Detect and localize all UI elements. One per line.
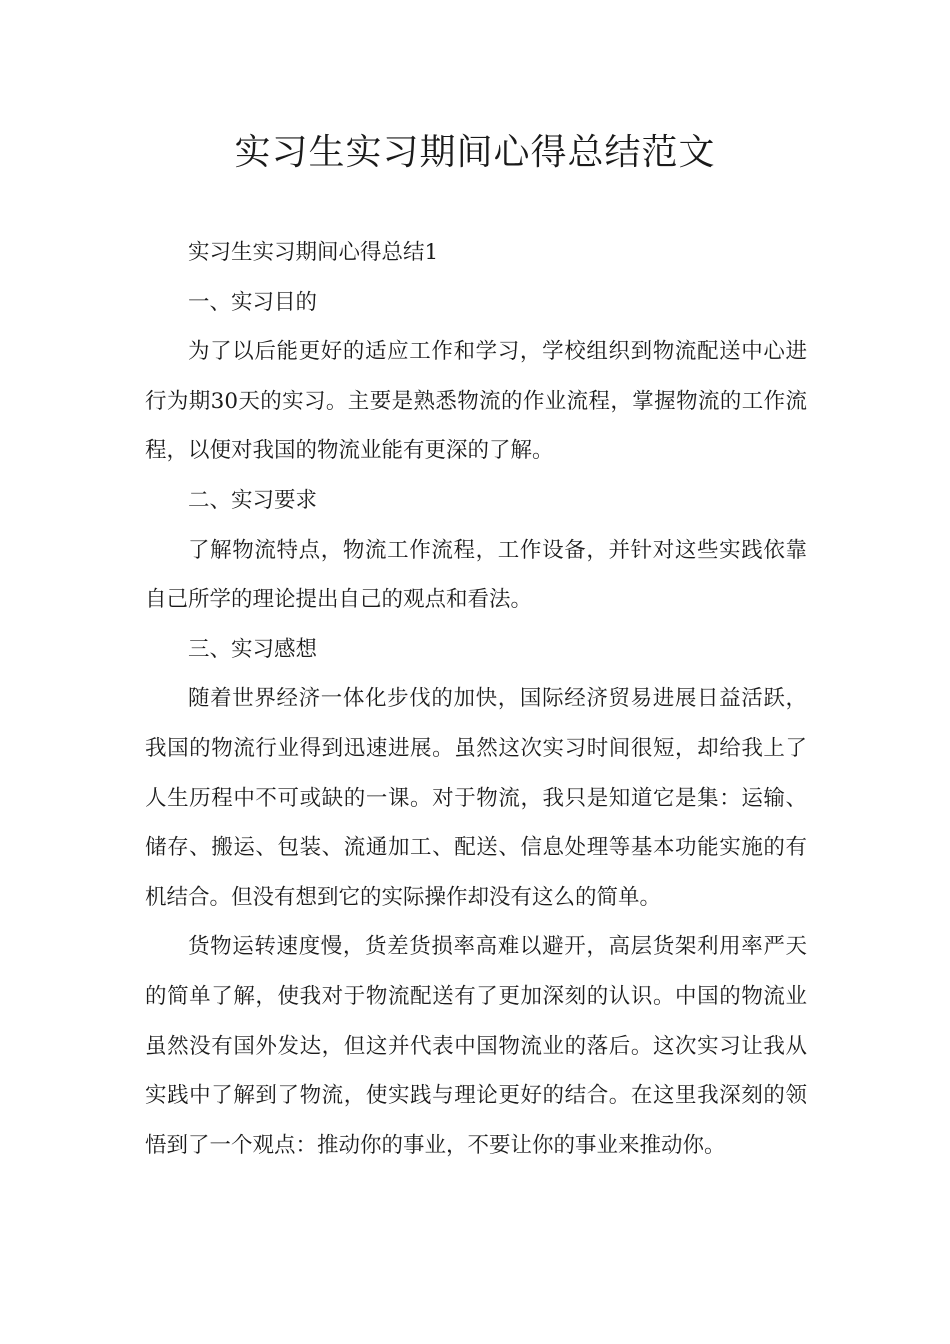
paragraph-reflections-2: 货物运转速度慢，货差货损率高难以避开，高层货架利用率严天的简单了解，使我对于物流配送有了更加深刻的认识。中国的物流业虽然没有国外发达，但这并代表中国物流业的落后。这次实习让我从实践中了解到了物流，使实践与理论更好的结合。在这里我深刻的领悟到了一个观点：推动你的事业，不要让你的事业来推动你。: [145, 934, 807, 1158]
paragraph-reflections-1: 随着世界经济一体化步伐的加快，国际经济贸易进展日益活跃，我国的物流行业得到迅速进展。虽然这次实习时间很短，却给我上了人生历程中不可或缺的一课。对于物流，我只是知道它是集：运输、储存、搬运、包装、流通加工、配送、信息处理等基本功能实施的有机结合。但没有想到它的实际操作却没有这么的简单。: [145, 686, 807, 910]
section-heading-summary-1: 实习生实习期间心得总结1: [188, 240, 439, 265]
document-body: [145, 228, 807, 1170]
section-heading-reflections: 三、实习感想: [188, 636, 318, 662]
section-heading-requirements: 二、实习要求: [188, 487, 318, 513]
section-heading-purpose: 一、实习目的: [188, 289, 318, 315]
paragraph-purpose: 为了以后能更好的适应工作和学习，学校组织到物流配送中心进行为期30天的实习。主要是熟悉物流的作业流程，掌握物流的工作流程，以便对我国的物流业能有更深的了解。: [145, 339, 807, 464]
document-title: 实习生实习期间心得总结范文: [234, 132, 716, 173]
paragraph-requirements: 了解物流特点，物流工作流程，工作设备，并针对这些实践依靠自己所学的理论提出自己的观点和看法。: [145, 537, 807, 613]
